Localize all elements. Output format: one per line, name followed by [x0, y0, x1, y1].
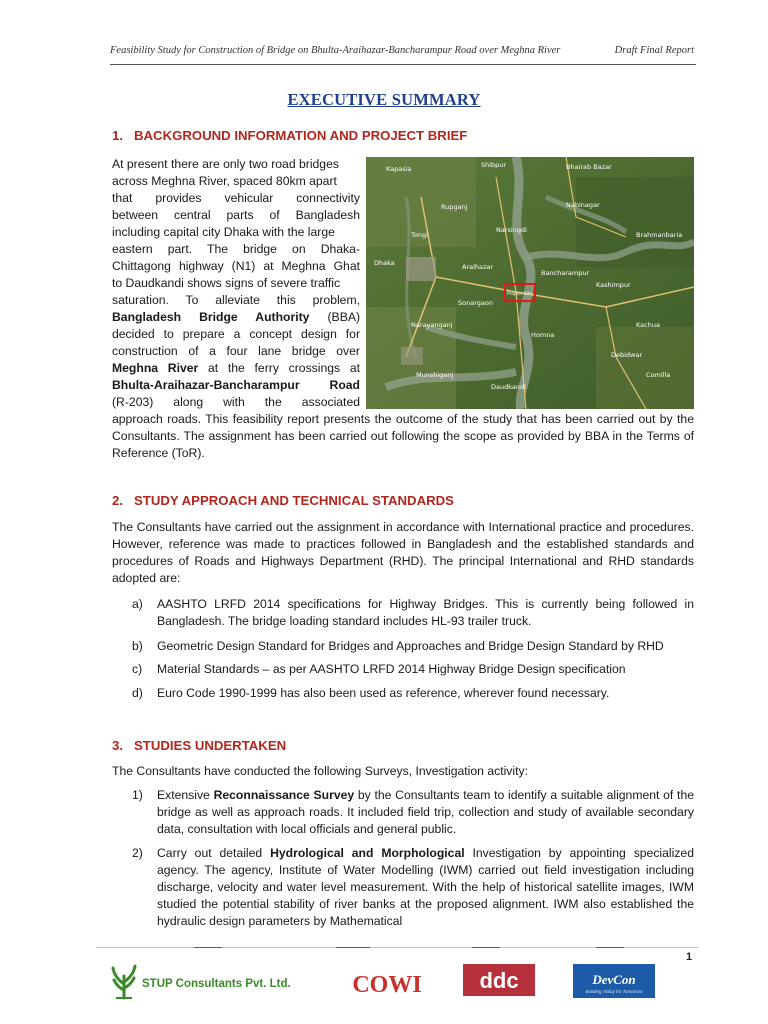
map-label: Dhaka — [374, 259, 395, 267]
along-text: along with the associated — [153, 395, 360, 409]
list-text — [157, 787, 694, 838]
map-label: Bhairab Bazar — [566, 163, 612, 171]
list-text: Material Standards – as per AASHTO LRFD 2014 Highway Bridge Design specification — [157, 662, 626, 676]
map-label: Brahmanbaria — [636, 231, 683, 239]
header-document-title: Feasibility Study for Construction of Bridge on Bhulta-Araihazar-Bancharampur Road over Meghna River — [110, 45, 561, 56]
ddc-logo-text: ddc — [479, 968, 519, 993]
section-3-number: 3. — [112, 738, 123, 753]
list-text — [157, 845, 694, 930]
project-site-label: Project Site — [507, 292, 533, 297]
running-header — [110, 44, 694, 62]
road-name: Bhulta-Araihazar-Bancharampur Road — [112, 378, 360, 392]
section-2-title: STUDY APPROACH AND TECHNICAL STANDARDS — [134, 493, 454, 508]
map-label: Munshiganj — [416, 371, 454, 379]
s1-line: construction of a four lane bridge over — [112, 344, 360, 358]
item-text-post: Investigation by appointing specialized agency. The agency, Institute of Water Modelling (IWM) carried out field investigation including discharge, velocity and water level measurement. With the help of historical satellite images, IWM studied the potential stability of river banks at the proposed alignment. IWM also established the hydraulic design parameters by Mathematical — [157, 846, 694, 928]
list-marker: 1) — [132, 788, 143, 802]
list-marker: a) — [132, 597, 143, 611]
list-marker: b) — [132, 639, 143, 653]
stup-logo-text: STUP Consultants Pvt. Ltd. — [142, 978, 291, 990]
ddc-logo-icon — [462, 962, 536, 998]
map-label: Bancharampur — [541, 269, 590, 277]
list-marker: c) — [132, 662, 143, 676]
map-label: Narsingdi — [496, 226, 527, 234]
map-label: Homna — [531, 331, 555, 339]
map-label: Comilla — [646, 371, 671, 379]
s1-line: decided to prepare a concept design for — [112, 327, 360, 341]
section-2-heading — [112, 493, 454, 508]
cowi-logo — [342, 962, 432, 1002]
section-1-paragraph: approach roads. This feasibility report presents the outcome of the study that has been carried out by the Consultants. The assignment has been carried out following the scope as provided by BBA in the Terms of Reference (ToR). — [112, 412, 694, 460]
map-label: Daudkandi — [491, 383, 526, 391]
section-3-heading — [112, 738, 286, 753]
header-report-status: Draft Final Report — [614, 45, 694, 56]
item-text-bold: Hydrological and Morphological — [270, 846, 465, 860]
page-title: EXECUTIVE SUMMARY — [287, 90, 481, 109]
devcon-logo — [572, 962, 656, 1002]
item-text-pre: Carry out detailed — [157, 846, 271, 860]
stup-logo-icon — [108, 962, 318, 1002]
devcon-logo-icon — [572, 962, 656, 1000]
s1-line: to Daudkandi shows signs of severe traffic — [112, 276, 341, 290]
map-label: Kashimpur — [596, 281, 631, 289]
bba-abbr: (BBA) — [327, 310, 361, 324]
s1-line: Chittagong highway (N1) at Meghna Ghat — [112, 259, 360, 273]
section-1-title: BACKGROUND INFORMATION AND PROJECT BRIEF — [134, 128, 468, 143]
s1-line: At present there are only two road bridges — [112, 157, 339, 171]
s1-line — [112, 360, 360, 377]
list-text: Euro Code 1990-1999 has also been used as reference, wherever found necessary. — [157, 686, 610, 700]
map-label: Kachua — [636, 321, 660, 329]
ferry-text: at the ferry crossings at — [198, 361, 360, 375]
bba-name: Bangladesh Bridge Authority — [112, 310, 310, 324]
devcon-tagline: Building Today for Tomorrow — [585, 989, 643, 994]
map-label: Kapasia — [386, 165, 412, 173]
map-label: Nabinagar — [566, 201, 600, 209]
map-label: Rupganj — [441, 203, 468, 211]
section-1-heading — [112, 128, 467, 143]
section-2-number: 2. — [112, 493, 123, 508]
stup-logo — [108, 962, 318, 1002]
section-3-intro: The Consultants have conducted the following Surveys, Investigation activity: — [112, 764, 528, 778]
list-text: Geometric Design Standard for Bridges and Approaches and Bridge Design Standard by RHD — [157, 639, 664, 653]
s1-line: including capital city Dhaka with the large — [112, 225, 335, 239]
s1-line: saturation. To alleviate this problem, — [112, 293, 360, 307]
footer-divider — [96, 947, 698, 948]
s1-line: that provides vehicular connectivity — [112, 191, 360, 205]
section-3-title: STUDIES UNDERTAKEN — [134, 738, 287, 753]
map-label: Shibpur — [481, 161, 507, 169]
s1-line — [112, 377, 360, 394]
map-label: Debidwar — [611, 351, 643, 359]
s1-line: eastern part. The bridge on Dhaka- — [112, 242, 360, 256]
river-name: Meghna River — [112, 361, 199, 375]
map-label: Sonargaon — [458, 299, 493, 307]
s1-line: across Meghna River, spaced 80km apart — [112, 174, 337, 188]
section-2-intro: The Consultants have carried out the assignment in accordance with International practice and procedures. However, reference was made to practices followed in Bangladesh and the established standards and procedures of Roads and Highways Department (RHD). The principal International and RHD standards adopted are: — [112, 520, 694, 585]
item-text-post: by the Consultants team to identify a suitable alignment of the bridge as well as approach roads. It included field trip, collection and study of available secondary data, consultation with local officials and general public. — [157, 788, 694, 836]
map-label: Narayanganj — [411, 321, 453, 329]
cowi-logo-icon — [342, 962, 432, 1002]
devcon-logo-text: DevCon — [592, 972, 636, 987]
page-number: 1 — [686, 951, 693, 963]
cowi-logo-text: COWI — [352, 972, 422, 998]
section-1-wrapped-text — [112, 156, 360, 411]
list-text: AASHTO LRFD 2014 specifications for Highway Bridges. This is currently being followed in Bangladesh. The bridge loading standard includes HL-93 trailer truck. — [157, 597, 694, 628]
s1-line: between central parts of Bangladesh — [112, 208, 360, 222]
list-marker: 2) — [132, 846, 143, 860]
item-text-pre: Extensive — [157, 788, 214, 802]
section-1-number: 1. — [112, 128, 123, 143]
map-label: Araihazar — [462, 263, 494, 271]
list-marker: d) — [132, 686, 143, 700]
ddc-logo — [462, 962, 536, 1002]
location-map-image — [366, 157, 694, 409]
map-label: Tongi — [411, 231, 428, 239]
road-code: (R-203) — [112, 395, 154, 409]
satellite-map-svg — [366, 157, 694, 409]
s1-line — [112, 309, 360, 326]
s1-line — [112, 394, 360, 411]
item-text-bold: Reconnaissance Survey — [213, 788, 355, 802]
header-divider — [110, 64, 696, 65]
